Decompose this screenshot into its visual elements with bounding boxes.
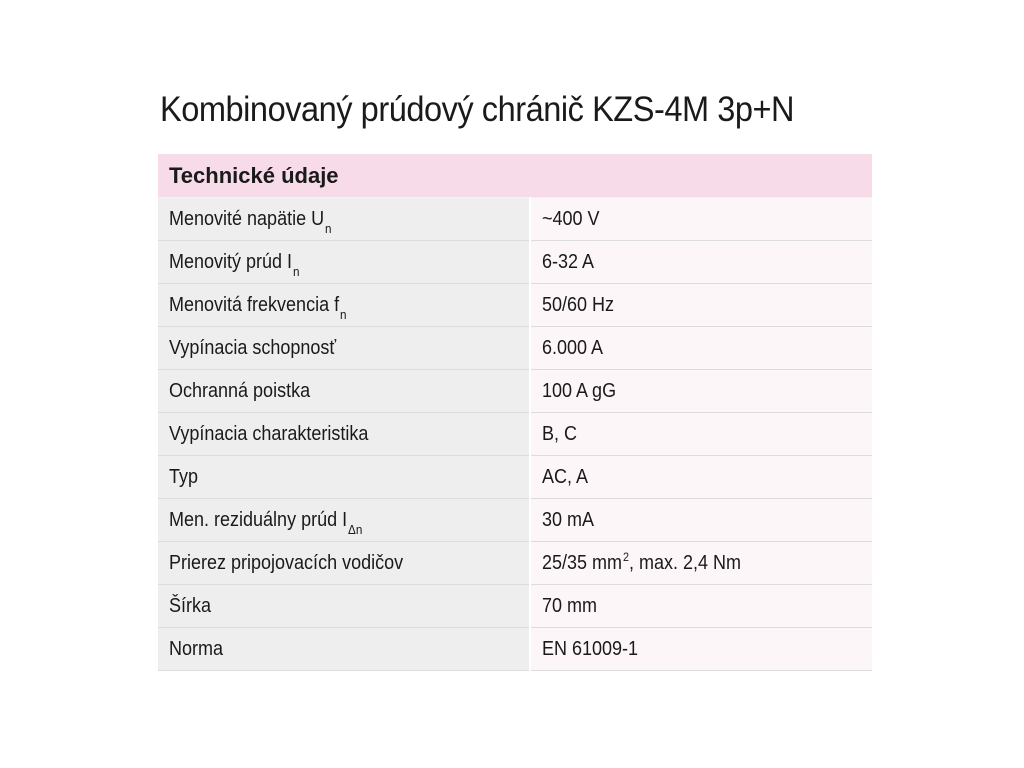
row-label-text: Menovitá frekvencia f [169,293,340,316]
table-header [158,154,872,198]
table-row [158,542,872,585]
row-label [158,198,530,241]
row-value [530,370,872,413]
row-label [158,628,530,671]
table-row [158,327,872,370]
row-label [158,456,530,499]
table-row [158,499,872,542]
row-label-text: Ochranná poistka [169,379,311,402]
row-value [530,542,872,585]
row-value [530,241,872,284]
row-label [158,413,530,456]
row-value-text: 6-32 A [542,250,595,273]
row-value [530,499,872,542]
row-value-text: AC, A [542,465,589,488]
row-value [530,198,872,241]
row-value-tail: , max. 2,4 Nm [628,551,741,574]
row-label [158,542,530,585]
page-title: Kombinovaný prúdový chránič KZS-4M 3p+N [160,90,795,129]
row-label-text: Menovité napätie U [169,207,325,230]
table-row [158,284,872,327]
row-value-text: 70 mm [542,594,598,617]
row-label [158,585,530,628]
row-label-subscript: n [292,263,300,279]
row-value-text: 100 A gG [542,379,617,402]
row-label-text: Šírka [169,594,212,617]
table-row [158,413,872,456]
row-label-text: Vypínacia schopnosť [169,336,337,359]
row-value-text: ~400 V [542,207,600,230]
row-label-text: Men. reziduálny prúd I [169,508,348,531]
row-value-text: 6.000 A [542,336,604,359]
table-header-label: Technické údaje [169,162,339,188]
row-value [530,413,872,456]
row-label-subscript: n [339,306,347,322]
row-value-text: B, C [542,422,578,445]
row-label-text: Menovitý prúd I [169,250,293,273]
row-value-text: 30 mA [542,508,595,531]
row-value [530,456,872,499]
technical-specs-table [158,154,872,671]
row-label-subscript: Δn [348,521,363,537]
row-label-text: Norma [169,637,224,660]
table-header-row [158,154,872,198]
row-label-subscript: n [324,220,332,236]
row-value [530,327,872,370]
row-value-superscript: 2 [622,549,629,564]
row-value [530,284,872,327]
row-label-text: Vypínacia charakteristika [169,422,369,445]
table-row [158,198,872,241]
table-row [158,585,872,628]
row-label [158,499,530,542]
row-value-text: EN 61009-1 [542,637,639,660]
table-row [158,370,872,413]
row-label-text: Typ [169,465,199,488]
row-label-text: Prierez pripojovacích vodičov [169,551,404,574]
row-value [530,585,872,628]
row-value [530,628,872,671]
row-label [158,241,530,284]
row-value-text: 25/35 mm [542,551,623,574]
table-row [158,241,872,284]
row-label [158,370,530,413]
table-row [158,456,872,499]
row-label [158,327,530,370]
table-row [158,628,872,671]
row-value-text: 50/60 Hz [542,293,615,316]
row-label [158,284,530,327]
